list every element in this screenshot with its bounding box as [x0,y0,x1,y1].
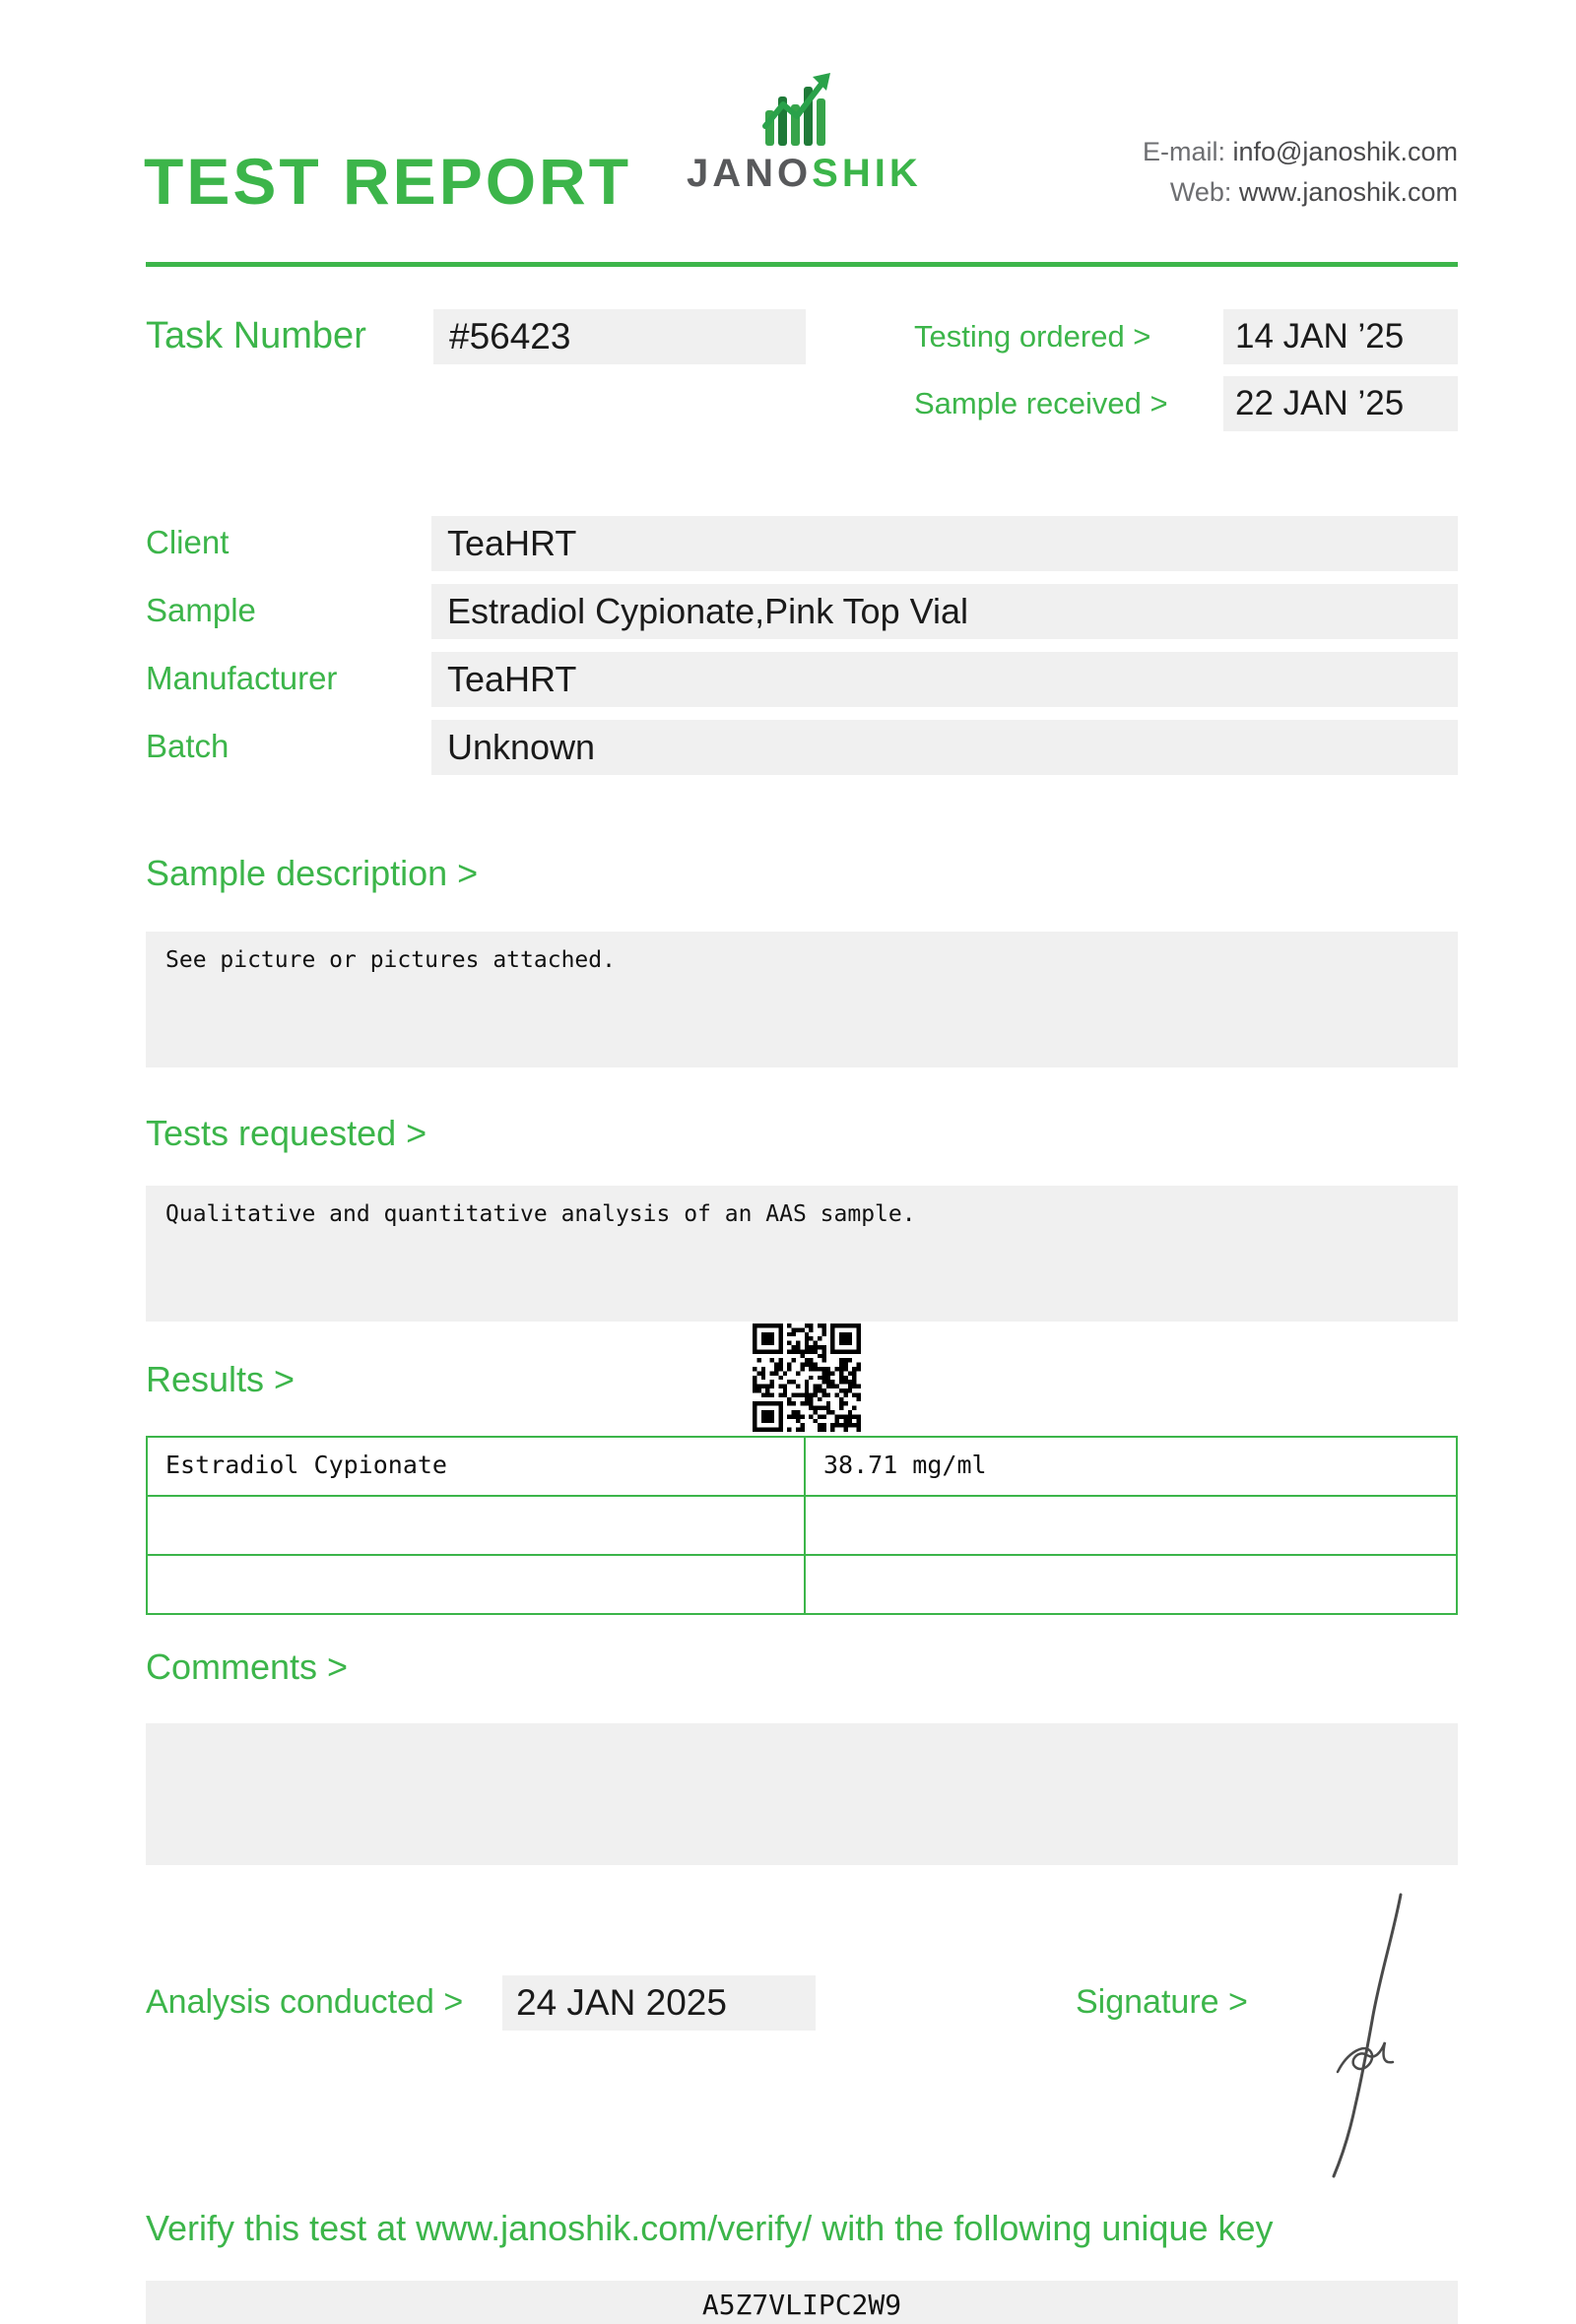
tests-requested-heading: Tests requested > [146,1113,427,1153]
info-row-manufacturer [146,652,1458,707]
web-line [1143,172,1458,213]
header-divider [146,262,1458,267]
testing-ordered-label: Testing ordered > [914,319,1151,354]
analysis-conducted-label: Analysis conducted > [146,1983,464,2021]
comments-heading: Comments > [146,1646,349,1687]
sample-description-heading: Sample description > [146,853,479,893]
web-label: Web: [1169,177,1232,207]
testing-ordered-date: 14 JAN ’25 [1223,309,1458,364]
info-row-client [146,516,1458,571]
result-value [806,1497,1456,1554]
sample-value: Estradiol Cypionate,Pink Top Vial [431,584,1458,639]
email-value: info@janoshik.com [1232,137,1458,166]
sample-description-box: See picture or pictures attached. [146,932,1458,1067]
batch-label: Batch [146,728,230,764]
email-label: E-mail: [1142,137,1225,166]
result-substance: Estradiol Cypionate [148,1438,806,1495]
client-value: TeaHRT [431,516,1458,571]
logo-text-shik: SHIK [812,152,922,195]
contact-info [1143,132,1458,213]
page-title: TEST REPORT [144,145,632,218]
comments-box [146,1723,1458,1865]
sample-label: Sample [146,592,256,628]
results-table [146,1436,1458,1615]
signature-image [1310,1889,1428,2189]
info-row-batch [146,720,1458,775]
info-row-sample [146,584,1458,639]
qr-code [753,1323,861,1432]
batch-value: Unknown [431,720,1458,775]
bar-chart-logo-icon [687,69,919,150]
result-substance [148,1556,806,1613]
logo-wordmark [687,152,922,196]
client-label: Client [146,524,230,560]
table-row [148,1554,1456,1613]
logo-text-jano: JANO [687,152,813,195]
verify-key: A5Z7VLIPC2W9 [146,2281,1458,2324]
result-substance [148,1497,806,1554]
signature-label: Signature > [1076,1983,1248,2021]
manufacturer-value: TeaHRT [431,652,1458,707]
web-value: www.janoshik.com [1238,177,1458,207]
table-row [148,1438,1456,1495]
table-row [148,1495,1456,1554]
janoshik-logo [687,69,922,196]
result-value [806,1556,1456,1613]
analysis-conducted-date: 24 JAN 2025 [502,1975,816,2031]
task-number-label: Task Number [146,315,366,356]
verify-instruction: Verify this test at www.janoshik.com/verify/ with the following unique key [146,2208,1274,2248]
results-heading: Results > [146,1359,296,1399]
tests-requested-box: Qualitative and quantitative analysis of an AAS sample. [146,1186,1458,1322]
email-line [1143,132,1458,172]
result-value: 38.71 mg/ml [823,1451,987,1479]
manufacturer-label: Manufacturer [146,660,338,696]
sample-received-label: Sample received > [914,386,1168,420]
sample-received-date: 22 JAN ’25 [1223,376,1458,431]
task-number-value: #56423 [433,309,806,364]
